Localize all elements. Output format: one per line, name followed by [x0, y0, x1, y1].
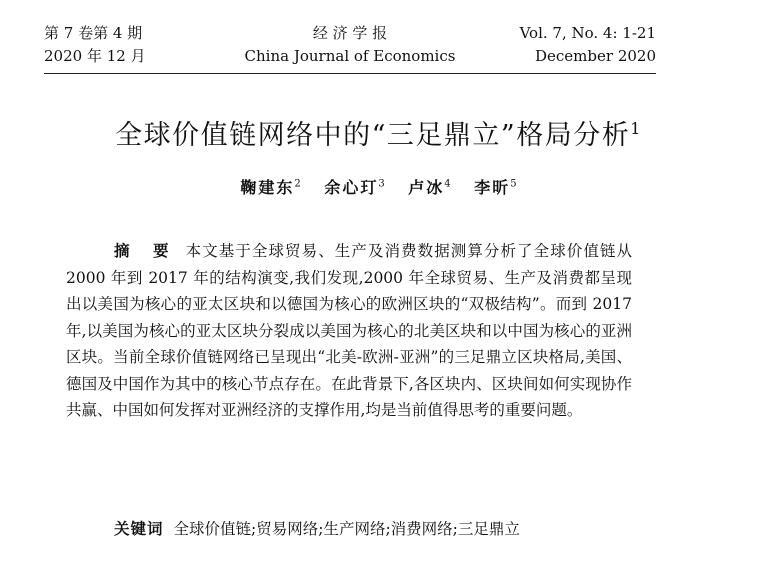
abstract — [66, 238, 632, 424]
author-name: 鞠建东 — [240, 178, 295, 197]
title-footnote-mark[interactable]: 1 — [630, 119, 642, 138]
author-name: 余心玎 — [324, 178, 379, 197]
issue-info-english — [520, 22, 656, 68]
abstract-text: 本文基于全球贸易、生产及消费数据测算分析了全球价值链从 2000 年到 2017 年的结构演变,我们发现,2000 年全球贸易、生产及消费都呈现出以美国为核心的亚太区块和以德国为核心的欧洲区块的“双极结构”。而到 2017 年,以美国为核心的亚太区块分裂成以美国为核心的北美区块和以中国为核心的亚洲区块。当前全球价值链网络已呈现出“北美-欧洲-亚洲”的三足鼎立区块格局,美国、德国及中国作为其中的核心节点存在。在此背景下,各区块内、区块间如何实现协作共赢、中国如何发挥对亚洲经济的支撑作用,均是当前值得思考的重要问题。 — [66, 242, 632, 419]
header-divider — [44, 73, 656, 74]
paper-title — [0, 113, 757, 152]
issue-date-english: December 2020 — [535, 47, 656, 65]
journal-name-english: China Journal of Economics — [244, 47, 456, 65]
author — [324, 178, 384, 197]
author — [240, 178, 300, 197]
author-name: 李昕 — [474, 178, 511, 197]
author-footnote-mark[interactable]: 3 — [378, 178, 385, 190]
journal-name-chinese: 经 济 学 报 — [312, 24, 388, 42]
author — [408, 178, 450, 197]
author — [474, 178, 516, 197]
author-footnote-mark[interactable]: 4 — [444, 178, 451, 190]
volume-pages: Vol. 7, No. 4: 1-21 — [519, 24, 656, 42]
keywords — [114, 517, 520, 539]
author-footnote-mark[interactable]: 2 — [294, 178, 301, 190]
volume-issue: 第 7 卷第 4 期 — [44, 24, 143, 42]
keywords-text: 全球价值链;贸易网络;生产网络;消费网络;三足鼎立 — [173, 520, 520, 538]
issue-date: 2020 年 12 月 — [44, 47, 146, 65]
keywords-label: 关键词 — [114, 519, 164, 538]
author-footnote-mark[interactable]: 5 — [510, 178, 517, 190]
author-list — [0, 175, 757, 198]
paper-title-text: 全球价值链网络中的“三足鼎立”格局分析 — [115, 120, 631, 151]
author-name: 卢冰 — [408, 178, 445, 197]
abstract-label: 摘 要 — [114, 241, 178, 260]
